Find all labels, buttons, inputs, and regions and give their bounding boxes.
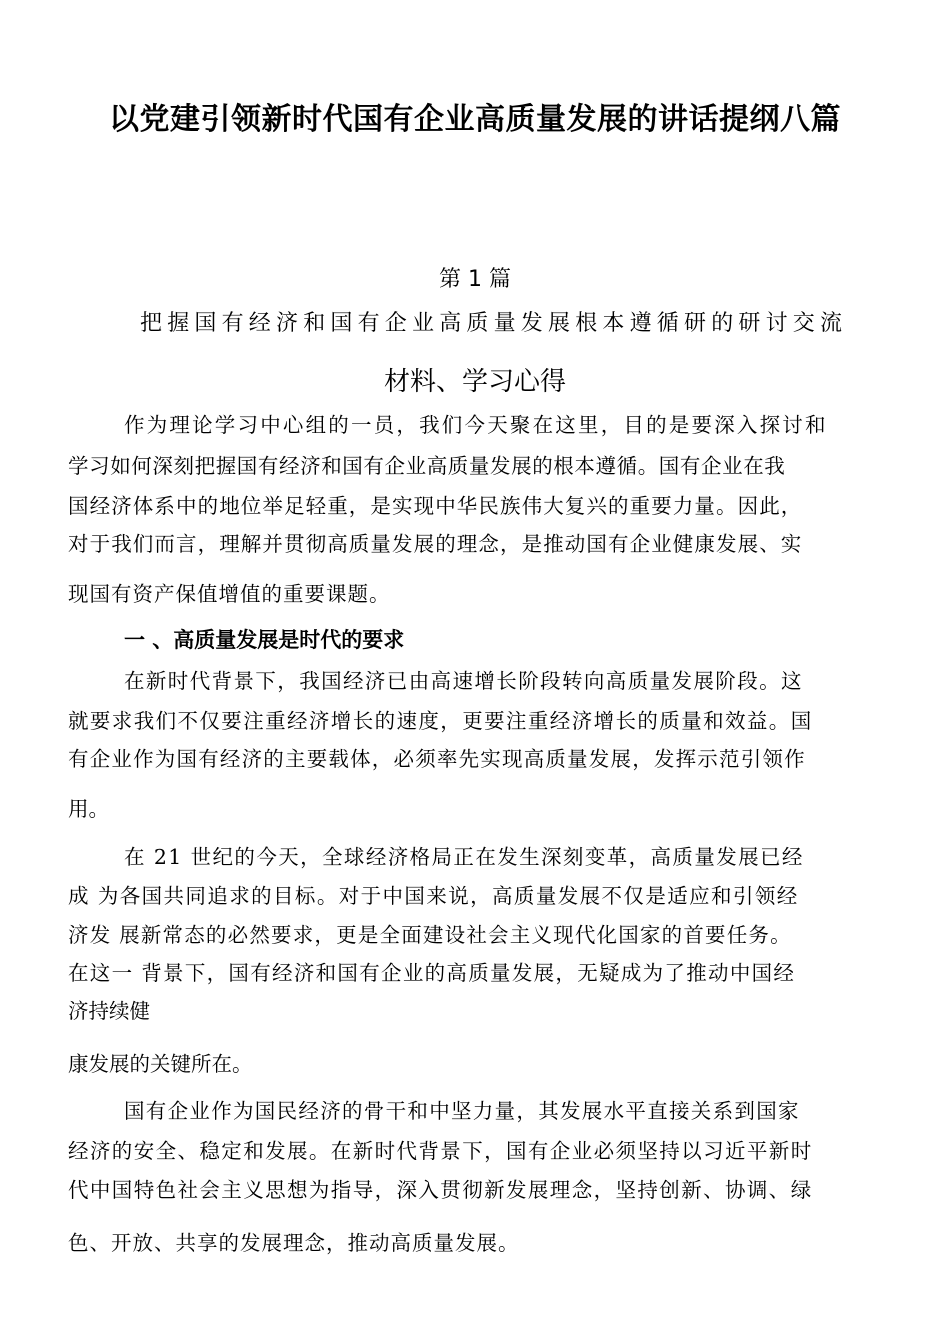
chapter-subtitle-line2: 材料、学习心得 bbox=[383, 367, 566, 397]
document-title: 以党建引领新时代国有企业高质量发展的讲话提纲八篇 bbox=[109, 102, 841, 137]
paragraph-line: 济发 展新常态的必然要求，更是全面建设社会主义现代化国家的首要任务。 bbox=[68, 923, 792, 947]
paragraph-line: 在 21 世纪的今天，全球经济格局正在发生深刻变革，高质量发展已经 bbox=[124, 845, 804, 869]
paragraph-line: 就要求我们不仅要注重经济增长的速度，更要注重经济增长的质量和效益。国 bbox=[68, 709, 813, 733]
paragraph-line: 作为理论学习中心组的一员，我们今天聚在这里，目的是要深入探讨和 bbox=[124, 413, 828, 437]
paragraph-line: 国有企业作为国民经济的骨干和中坚力量，其发展水平直接关系到国家 bbox=[124, 1099, 800, 1123]
section-heading: 一 、高质量发展是时代的要求 bbox=[124, 628, 405, 652]
paragraph-line: 成 为各国共同追求的目标。对于中国来说，高质量发展不仅是适应和引领经 bbox=[68, 884, 799, 908]
paragraph-line: 济持续健 bbox=[68, 999, 150, 1023]
paragraph-line: 在新时代背景下，我国经济已由高速增长阶段转向高质量发展阶段。这 bbox=[124, 669, 803, 693]
paragraph-line: 学习如何深刻把握国有经济和国有企业高质量发展的根本遵循。国有企业在我 bbox=[68, 454, 786, 478]
chapter-heading: 第 1 篇 bbox=[439, 267, 511, 292]
paragraph-line: 用。 bbox=[68, 797, 109, 821]
paragraph-line: 色、开放、共享的发展理念，推动高质量发展。 bbox=[68, 1231, 520, 1255]
paragraph-line: 代中国特色社会主义思想为指导，深入贯彻新发展理念，坚持创新、协调、绿 bbox=[68, 1178, 813, 1202]
paragraph-line: 有企业作为国有经济的主要载体，必须率先实现高质量发展，发挥示范引领作 bbox=[68, 747, 806, 771]
paragraph-line: 在这一 背景下，国有经济和国有企业的高质量发展，无疑成为了推动中国经 bbox=[68, 961, 796, 985]
paragraph-line: 对于我们而言，理解并贯彻高质量发展的理念，是推动国有企业健康发展、实 bbox=[68, 532, 803, 556]
paragraph-line: 康发展的关键所在。 bbox=[68, 1052, 253, 1076]
paragraph-line: 现国有资产保值增值的重要课题。 bbox=[68, 582, 391, 606]
chapter-subtitle-line1: 把握国有经济和国有企业高质量发展根本遵循研的研讨交流 bbox=[140, 311, 848, 336]
paragraph-line: 国经济体系中的地位举足轻重，是实现中华民族伟大复兴的重要力量。因此， bbox=[68, 494, 803, 518]
paragraph-line: 经济的安全、稳定和发展。在新时代背景下，国有企业必须坚持以习近平新时 bbox=[68, 1139, 813, 1163]
